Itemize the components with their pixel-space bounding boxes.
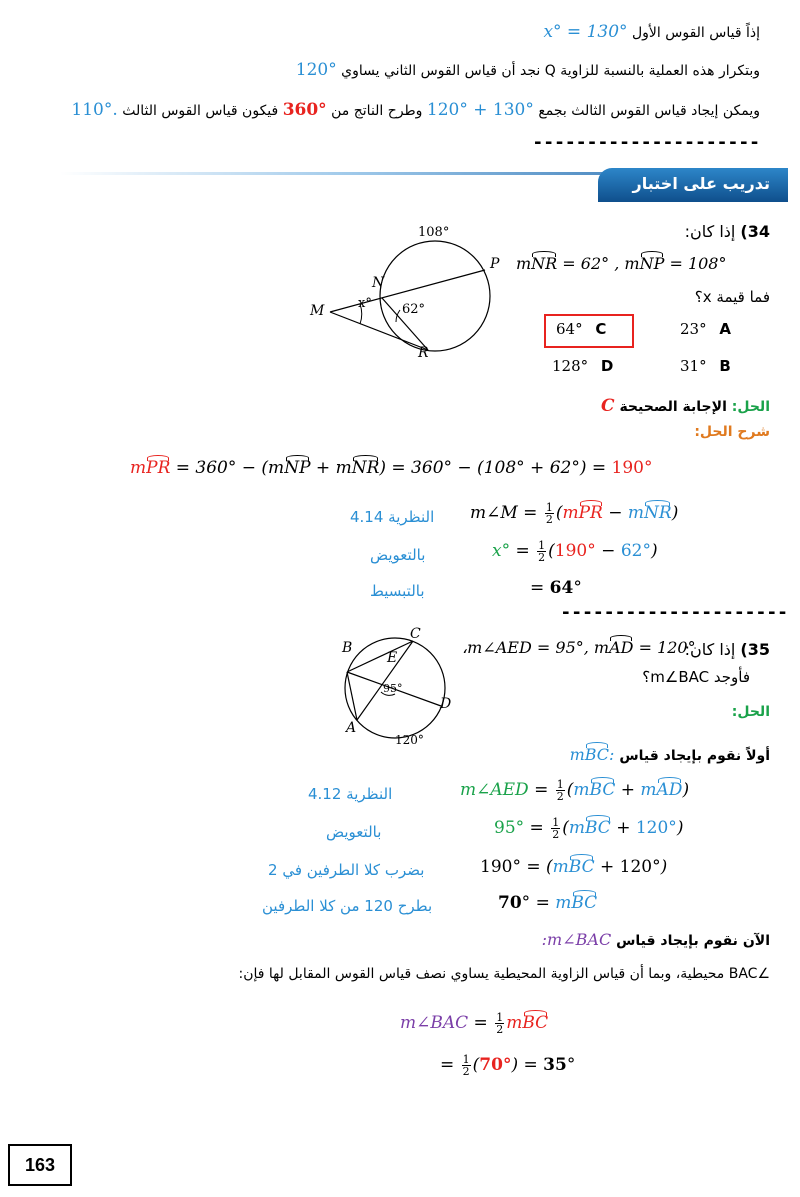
q35-step1-text: أولاً نقوم بإيجاد قياس	[619, 748, 770, 764]
q35-intro: إذا كان:	[684, 640, 736, 659]
q34-figure	[300, 220, 530, 370]
top-line-3-result: 110°.	[71, 100, 118, 120]
q34-row1-note: النظرية 4.14	[350, 508, 435, 526]
q35-question: فأوجد m∠BAC؟	[642, 668, 750, 686]
top-line-2-text: وبتكرار هذه العملية بالنسبة للزاوية Q نجد أن قياس القوس الثاني يساوي	[341, 63, 760, 79]
q34-option-c-value: 64°	[556, 320, 583, 338]
q35-solution-label: الحل:	[731, 704, 770, 720]
q35-label-d: D	[440, 696, 452, 712]
q34-row2-eq: x° = $\frac{1}{2}$ (190° − 62°)	[492, 539, 658, 564]
q35-final2: = $\frac{1}{2}$ (70°) = 35°	[440, 1053, 576, 1078]
q34-solution-answer: C	[601, 396, 615, 416]
q34-eq1-result: 190°	[611, 458, 653, 478]
q34-option-b[interactable]	[680, 357, 731, 375]
q35-angle-label: 95°	[383, 682, 403, 695]
q34-option-d-letter: D	[600, 357, 614, 375]
q34-option-a-value: 23°	[680, 320, 707, 338]
q35-label-a: A	[346, 720, 357, 736]
separator-2: ---------------------	[560, 602, 788, 623]
q35-label-c: C	[410, 626, 421, 642]
q34-label-p: P	[490, 256, 500, 272]
q34-option-d[interactable]	[552, 357, 613, 375]
section-banner	[60, 164, 788, 204]
page-number: 163	[8, 1144, 72, 1186]
q35-row1-eq: m∠AED = $\frac{1}{2}$ (mBC + mAD)	[460, 778, 690, 803]
q35-row4-note: بطرح 120 من كلا الطرفين	[262, 897, 433, 915]
top-line-1	[543, 22, 760, 42]
top-line-2-val: 120°	[295, 60, 337, 80]
q35-step2: الآن نقوم بإيجاد قياس :m∠BAC	[541, 930, 770, 949]
q34-option-b-value: 31°	[680, 357, 707, 375]
q35-given-comma: ،	[462, 638, 468, 657]
top-line-2	[296, 60, 760, 80]
q35-statement: ∠BAC محيطية، وبما أن قياس الزاوية المحيطية يساوي نصف قياس القوس المقابل لها فإن:	[238, 966, 770, 982]
q34-option-c[interactable]	[556, 320, 606, 338]
q34-label-n: N	[372, 275, 385, 291]
top-line-3-sum: 120° + 130°	[426, 100, 534, 120]
q34-explain-label: شرح الحل:	[694, 424, 770, 440]
q35-row1-note: النظرية 4.12	[308, 785, 393, 803]
q34-option-d-value: 128°	[552, 357, 589, 375]
q35-label-b: B	[342, 640, 353, 656]
q34-question: فما قيمة x؟	[694, 288, 770, 306]
q35-step2-text: الآن نقوم بإيجاد قياس	[616, 933, 770, 949]
q34-option-b-letter: B	[719, 357, 731, 375]
q34-option-c-letter: C	[595, 320, 607, 338]
q35-row2-note: بالتعويض	[326, 823, 382, 841]
q34-number: 34)	[740, 222, 770, 241]
q34-option-a-letter: A	[719, 320, 731, 338]
q35-row3-eq: 190° = (mBC + 120°)	[480, 857, 668, 877]
q35-final1: m∠BAC = $\frac{1}{2}$ mBC	[400, 1011, 549, 1036]
q35-row3-note: بضرب كلا الطرفين في 2	[268, 861, 425, 879]
q34-header	[685, 222, 770, 241]
separator-1: ---------------------	[532, 132, 760, 153]
top-line-1-eq: x° = 130°	[543, 22, 628, 42]
q34-label-m: M	[310, 303, 325, 319]
top-line-3-text-b: وطرح الناتج من	[331, 103, 423, 119]
q35-given: ،m∠AED = 95°, mAD = 120°	[462, 638, 696, 657]
top-line-3-text-c: فيكون قياس القوس الثالث	[122, 103, 279, 119]
top-line-3-text-a: ويمكن إيجاد قياس القوس الثالث بجمع	[538, 103, 760, 119]
top-line-1-text: إذاً قياس القوس الأول	[631, 25, 760, 41]
q34-solution	[601, 396, 770, 416]
q34-angle-label: x°	[358, 296, 372, 311]
q35-step2-angle: m∠BAC	[547, 930, 612, 949]
q34-arc-label: 108°	[418, 225, 450, 240]
q35-header	[685, 640, 770, 659]
q35-row2-eq: 95° = $\frac{1}{2}$ (mBC + 120°)	[494, 816, 684, 841]
q34-solution-text: الإجابة الصحيحة	[619, 399, 727, 415]
q35-label-e: E	[387, 650, 398, 666]
q34-inner-label: 62°	[402, 302, 426, 317]
q34-row1-eq: m∠M = $\frac{1}{2}$ (mPR − mNR)	[470, 501, 679, 526]
q35-step1: أولاً نقوم بإيجاد قياس mBC:	[569, 745, 770, 764]
banner-title: تدريب على اختبار	[632, 174, 770, 193]
q35-number: 35)	[740, 640, 770, 659]
q34-given: mNR = 62° , mNP = 108°	[516, 254, 727, 273]
q34-row2-note: بالتعويض	[370, 546, 426, 564]
top-line-3-360: 360°	[282, 100, 327, 120]
q34-row3-note: بالتبسيط	[370, 582, 425, 600]
q34-option-a[interactable]	[680, 320, 731, 338]
q34-eq1: mPR = 360° − (mNP + mNR) = 360° − (108° + 62°) = 190°	[130, 458, 653, 478]
q35-row4-eq: 70° = mBC	[498, 893, 598, 913]
q34-row3-eq: = 64°	[530, 578, 582, 598]
q34-intro: إذا كان:	[684, 222, 736, 241]
q34-solution-label: الحل:	[731, 399, 770, 415]
q34-label-r: R	[418, 345, 429, 361]
q35-arc-label: 120°	[395, 733, 424, 747]
top-line-3	[71, 100, 760, 120]
